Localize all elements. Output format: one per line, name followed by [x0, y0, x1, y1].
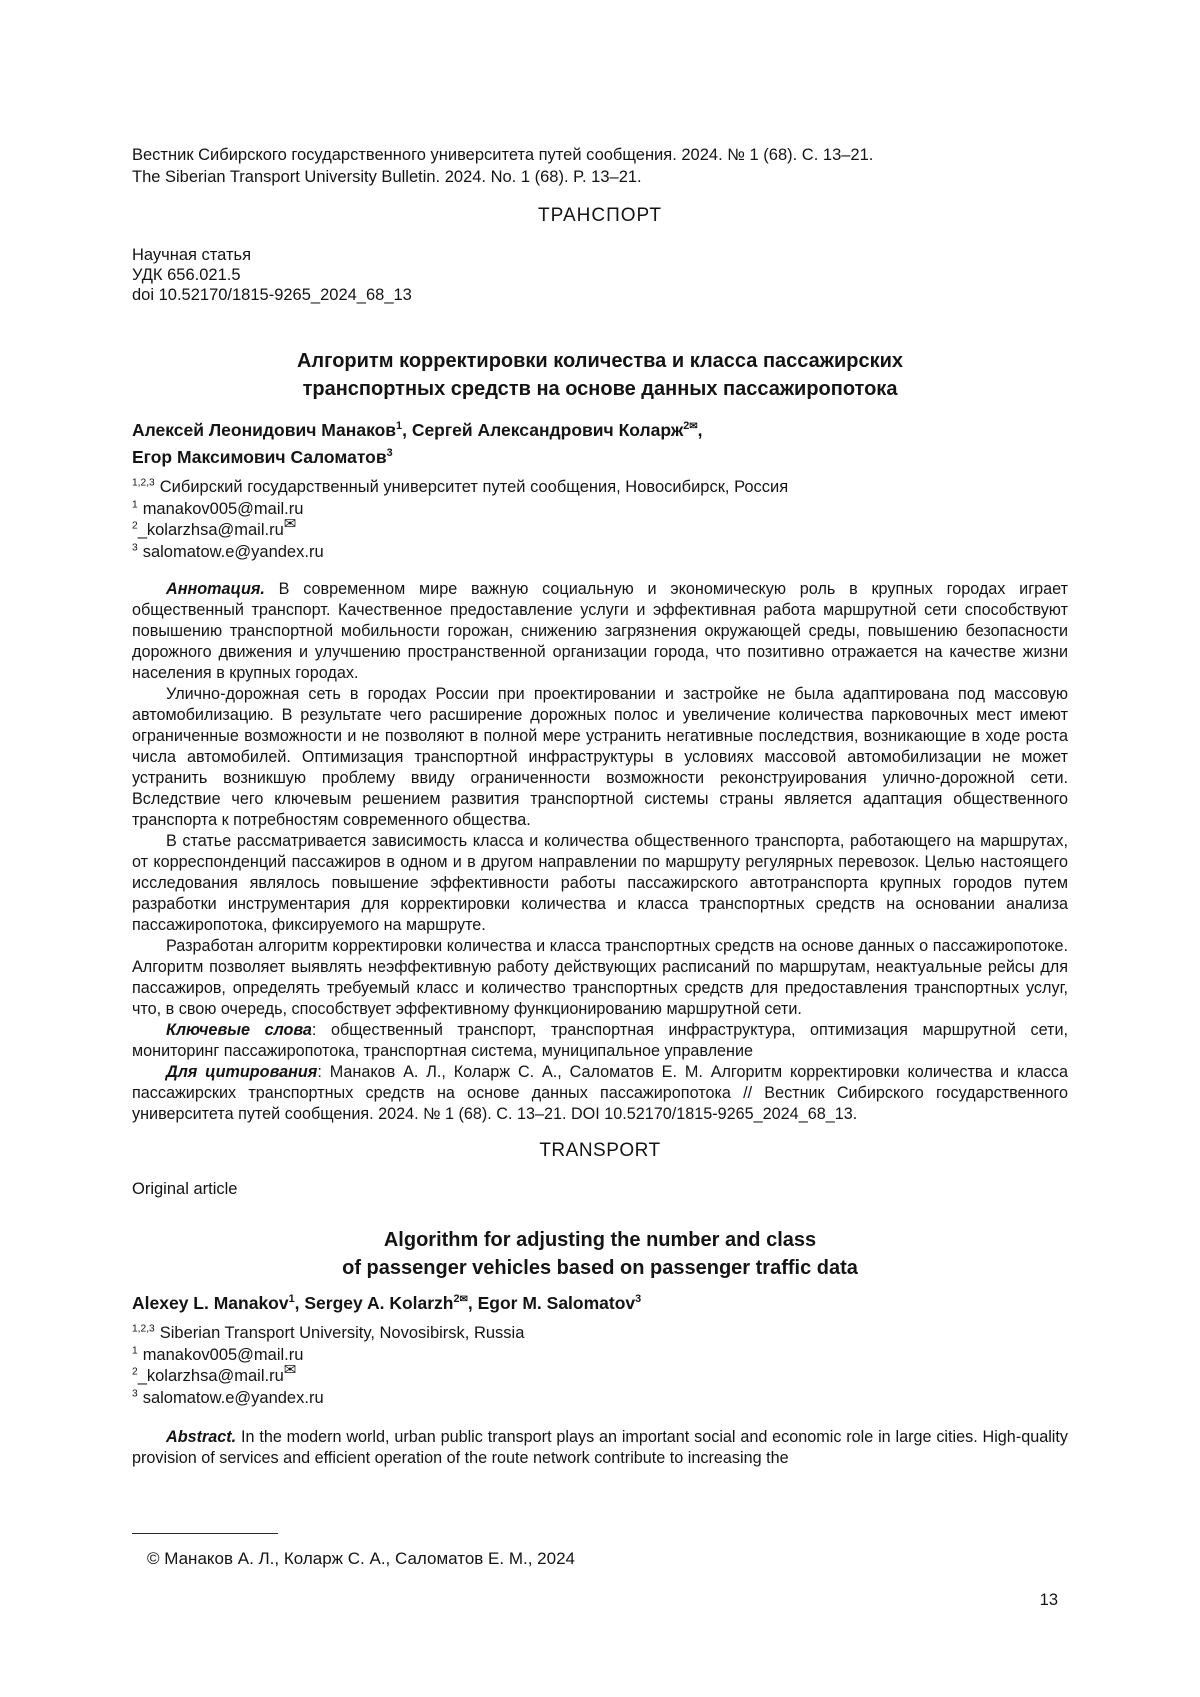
abstract-text: В современном мире важную социальную и экономическую роль в крупных городах играет общественный транспорт. Качественное предоставление услуги и эффективная работа маршрутной сети способствуют повышению транспортной мобильности горожан, снижению загрязнения окружающей среды, повышению безопасности дорожного движения и улучшению пространственной организации города, что позитивно отражается на качестве жизни населения в крупных городах. — [132, 580, 1068, 682]
journal-ref-en: The Siberian Transport University Bulletin. 2024. No. 1 (68). P. 13–21. — [132, 168, 642, 186]
email-link[interactable]: manakov005@mail.ru — [142, 1345, 304, 1364]
affil-ref: 3 — [132, 542, 138, 553]
udc-code: УДК 656.021.5 — [132, 266, 241, 284]
affiliation-org: Siberian Transport University, Novosibirsk, Russia — [159, 1324, 525, 1342]
author-separator: , — [294, 1293, 305, 1313]
email-link[interactable]: manakov005@mail.ru — [142, 499, 304, 518]
article-title-ru — [132, 347, 1068, 403]
author-affil-ref-number: 2 — [453, 1293, 460, 1306]
citation-text: : Манаков А. Л., Коларж С. А., Саломатов Е. М. Алгоритм корректировки количества и класса пассажирских транспортных средств на основе данных пассажиропотока // Вестник Сибирского государственного университета путей сообщения. 2024. № 1 (68). С. 13–21. DOI 10.52170/1815-9265_2024_68_13. — [132, 1063, 1068, 1123]
article-type-ru: Научная статья — [132, 246, 252, 264]
footnote-divider — [132, 1533, 278, 1534]
doi-line: doi 10.52170/1815-9265_2024_68_13 — [132, 286, 412, 304]
affil-ref: 1 — [132, 499, 138, 510]
email-line — [132, 499, 1068, 521]
email-link[interactable]: salomatow.e@yandex.ru — [142, 542, 324, 561]
author-name: Сергей Александрович Коларж — [411, 420, 684, 440]
author-affil-ref: 1 — [396, 420, 403, 433]
affil-ref: 2 — [132, 1366, 138, 1378]
email-line — [132, 1361, 1068, 1388]
author-affil-ref: 3 — [635, 1293, 642, 1306]
section-heading-en: TRANSPORT — [539, 1140, 661, 1161]
abstract-text: In the modern world, urban public transport plays an important social and economic role in large cities. High-quality provision of services and efficient operation of the route network contribute to increasing the — [132, 1428, 1068, 1467]
affiliation-org: Сибирский государственный университет путей сообщения, Новосибирск, Россия — [159, 478, 789, 496]
abstract-label: Abstract. — [166, 1428, 237, 1446]
author-affil-ref: 3 — [386, 447, 393, 460]
copyright-line: © Манаков А. Л., Коларж С. А., Саломатов Е. М., 2024 — [147, 1549, 575, 1568]
abstract-label: Аннотация. — [166, 580, 265, 598]
authors-en — [132, 1290, 1068, 1317]
envelope-icon: ✉ — [689, 421, 698, 433]
author-separator: , — [697, 420, 703, 440]
article-meta — [132, 245, 1068, 305]
affil-ref: 3 — [132, 1388, 138, 1399]
abstract-paragraph — [132, 1427, 1068, 1469]
envelope-icon: ✉ — [459, 1294, 468, 1306]
authors-ru — [132, 417, 1068, 471]
citation-label: Для цитирования — [166, 1063, 318, 1081]
author-name: Alexey L. Manakov — [132, 1293, 289, 1313]
email-line — [132, 1388, 1068, 1410]
author-separator: , — [467, 1293, 478, 1313]
abstract-ru — [132, 579, 1068, 1125]
email-link[interactable]: kolarzhsa@mail.ru — [146, 1367, 284, 1385]
author-name: Егор Максимович Саломатов — [132, 447, 387, 467]
affiliation-ru — [132, 477, 1068, 563]
title-line: Algorithm for adjusting the number and class — [383, 1229, 817, 1251]
author-name: Алексей Леонидович Манаков — [132, 420, 397, 440]
email-line — [132, 1345, 1068, 1367]
abstract-paragraph: Разработан алгоритм корректировки количества и класса транспортных средств на основе данных о пассажиропотоке. Алгоритм позволяет выявлять неэффективную работу действующих расписаний по маршрутам, неактуальные рейсы для пассажиров, определять требуемый класс и количество транспортных средств для предоставления транспортных услуг, что, в свою очередь, способствует эффективному функционированию маршрутной сети. — [132, 937, 1068, 1018]
journal-ref-ru: Вестник Сибирского государственного университета путей сообщения. 2024. № 1 (68). С. 13–21. — [132, 146, 874, 164]
keywords-text: : общественный транспорт, транспортная инфраструктура, оптимизация маршрутной сети, мониторинг пассажиропотока, транспортная система, муниципальное управление — [132, 1021, 1069, 1060]
affiliation-en — [132, 1323, 1068, 1409]
author-affil-ref: 1 — [288, 1293, 295, 1306]
author-affil-ref — [683, 420, 697, 432]
envelope-icon: ✉ — [283, 1361, 297, 1379]
email-line — [132, 542, 1068, 564]
email-link[interactable]: salomatow.e@yandex.ru — [142, 1388, 324, 1407]
affiliation-org-line — [132, 1323, 1068, 1345]
title-line: Алгоритм корректировки количества и класса пассажирских — [296, 350, 904, 372]
affil-ref: 2 — [132, 520, 138, 532]
abstract-paragraph: Улично-дорожная сеть в городах России при проектировании и застройке не была адаптирована под массовую автомобилизацию. В результате чего расширение дорожных полос и увеличение количества парковочных мест имеют ограниченные возможности и не позволяют в полной мере устранить негативные последствия, возникающие в ходе роста числа автомобилей. Оптимизация транспортной инфраструктуры в условиях массовой автомобилизации не может устранить возникшую проблему ввиду ограниченности возможности реконструирования улично-дорожной сети. Вследствие чего ключевым решением развития транспортной системы страны является адаптация общественного транспорта к потребностям современного общества. — [132, 685, 1068, 829]
masthead — [132, 0, 1068, 188]
authors-line — [132, 417, 1068, 444]
author-separator: , — [402, 420, 412, 440]
citation-paragraph — [132, 1062, 1068, 1125]
author-affil-ref — [454, 1293, 468, 1305]
keywords-label: Ключевые слова — [166, 1021, 312, 1039]
author-name: Egor M. Salomatov — [477, 1293, 636, 1313]
affil-ref: 1 — [132, 1345, 138, 1356]
section-heading-ru: ТРАНСПОРТ — [538, 205, 662, 226]
title-line: транспортных средств на основе данных пассажиропотока — [302, 378, 898, 400]
title-line: of passenger vehicles based on passenger traffic data — [342, 1257, 858, 1279]
email-line — [132, 515, 1068, 542]
email-link[interactable]: kolarzhsa@mail.ru — [146, 521, 284, 539]
abstract-paragraph — [132, 579, 1068, 684]
affiliation-org-line — [132, 477, 1068, 499]
envelope-icon: ✉ — [283, 515, 297, 533]
keywords-paragraph — [132, 1020, 1068, 1062]
author-affil-ref-number: 2 — [683, 420, 690, 433]
link-underscore: _ — [137, 521, 147, 539]
author-name: Sergey A. Kolarzh — [304, 1293, 454, 1313]
abstract-paragraph: В статье рассматривается зависимость класса и количества общественного транспорта, работающего на маршрутах, от корреспонденций пассажиров в одном и в другом направлении по маршруту регулярных перевозок. Целью настоящего исследования являлось повышение эффективности работы пассажирского автотранспорта крупных городов путем разработки инструментария для корректировки количества и класса транспортных средств на основании анализа пассажиропотока, фиксируемого на маршруте. — [132, 832, 1068, 934]
abstract-en — [132, 1427, 1068, 1469]
affil-ref: 1,2,3 — [132, 1323, 155, 1335]
article-title-en — [132, 1226, 1068, 1282]
page-number: 13 — [1039, 1591, 1058, 1609]
article-type-en: Original article — [132, 1180, 238, 1198]
authors-line — [132, 1290, 1068, 1317]
link-underscore: _ — [137, 1367, 147, 1385]
authors-line — [132, 444, 1068, 471]
affil-ref: 1,2,3 — [132, 477, 155, 489]
page-content — [132, 0, 1068, 1469]
